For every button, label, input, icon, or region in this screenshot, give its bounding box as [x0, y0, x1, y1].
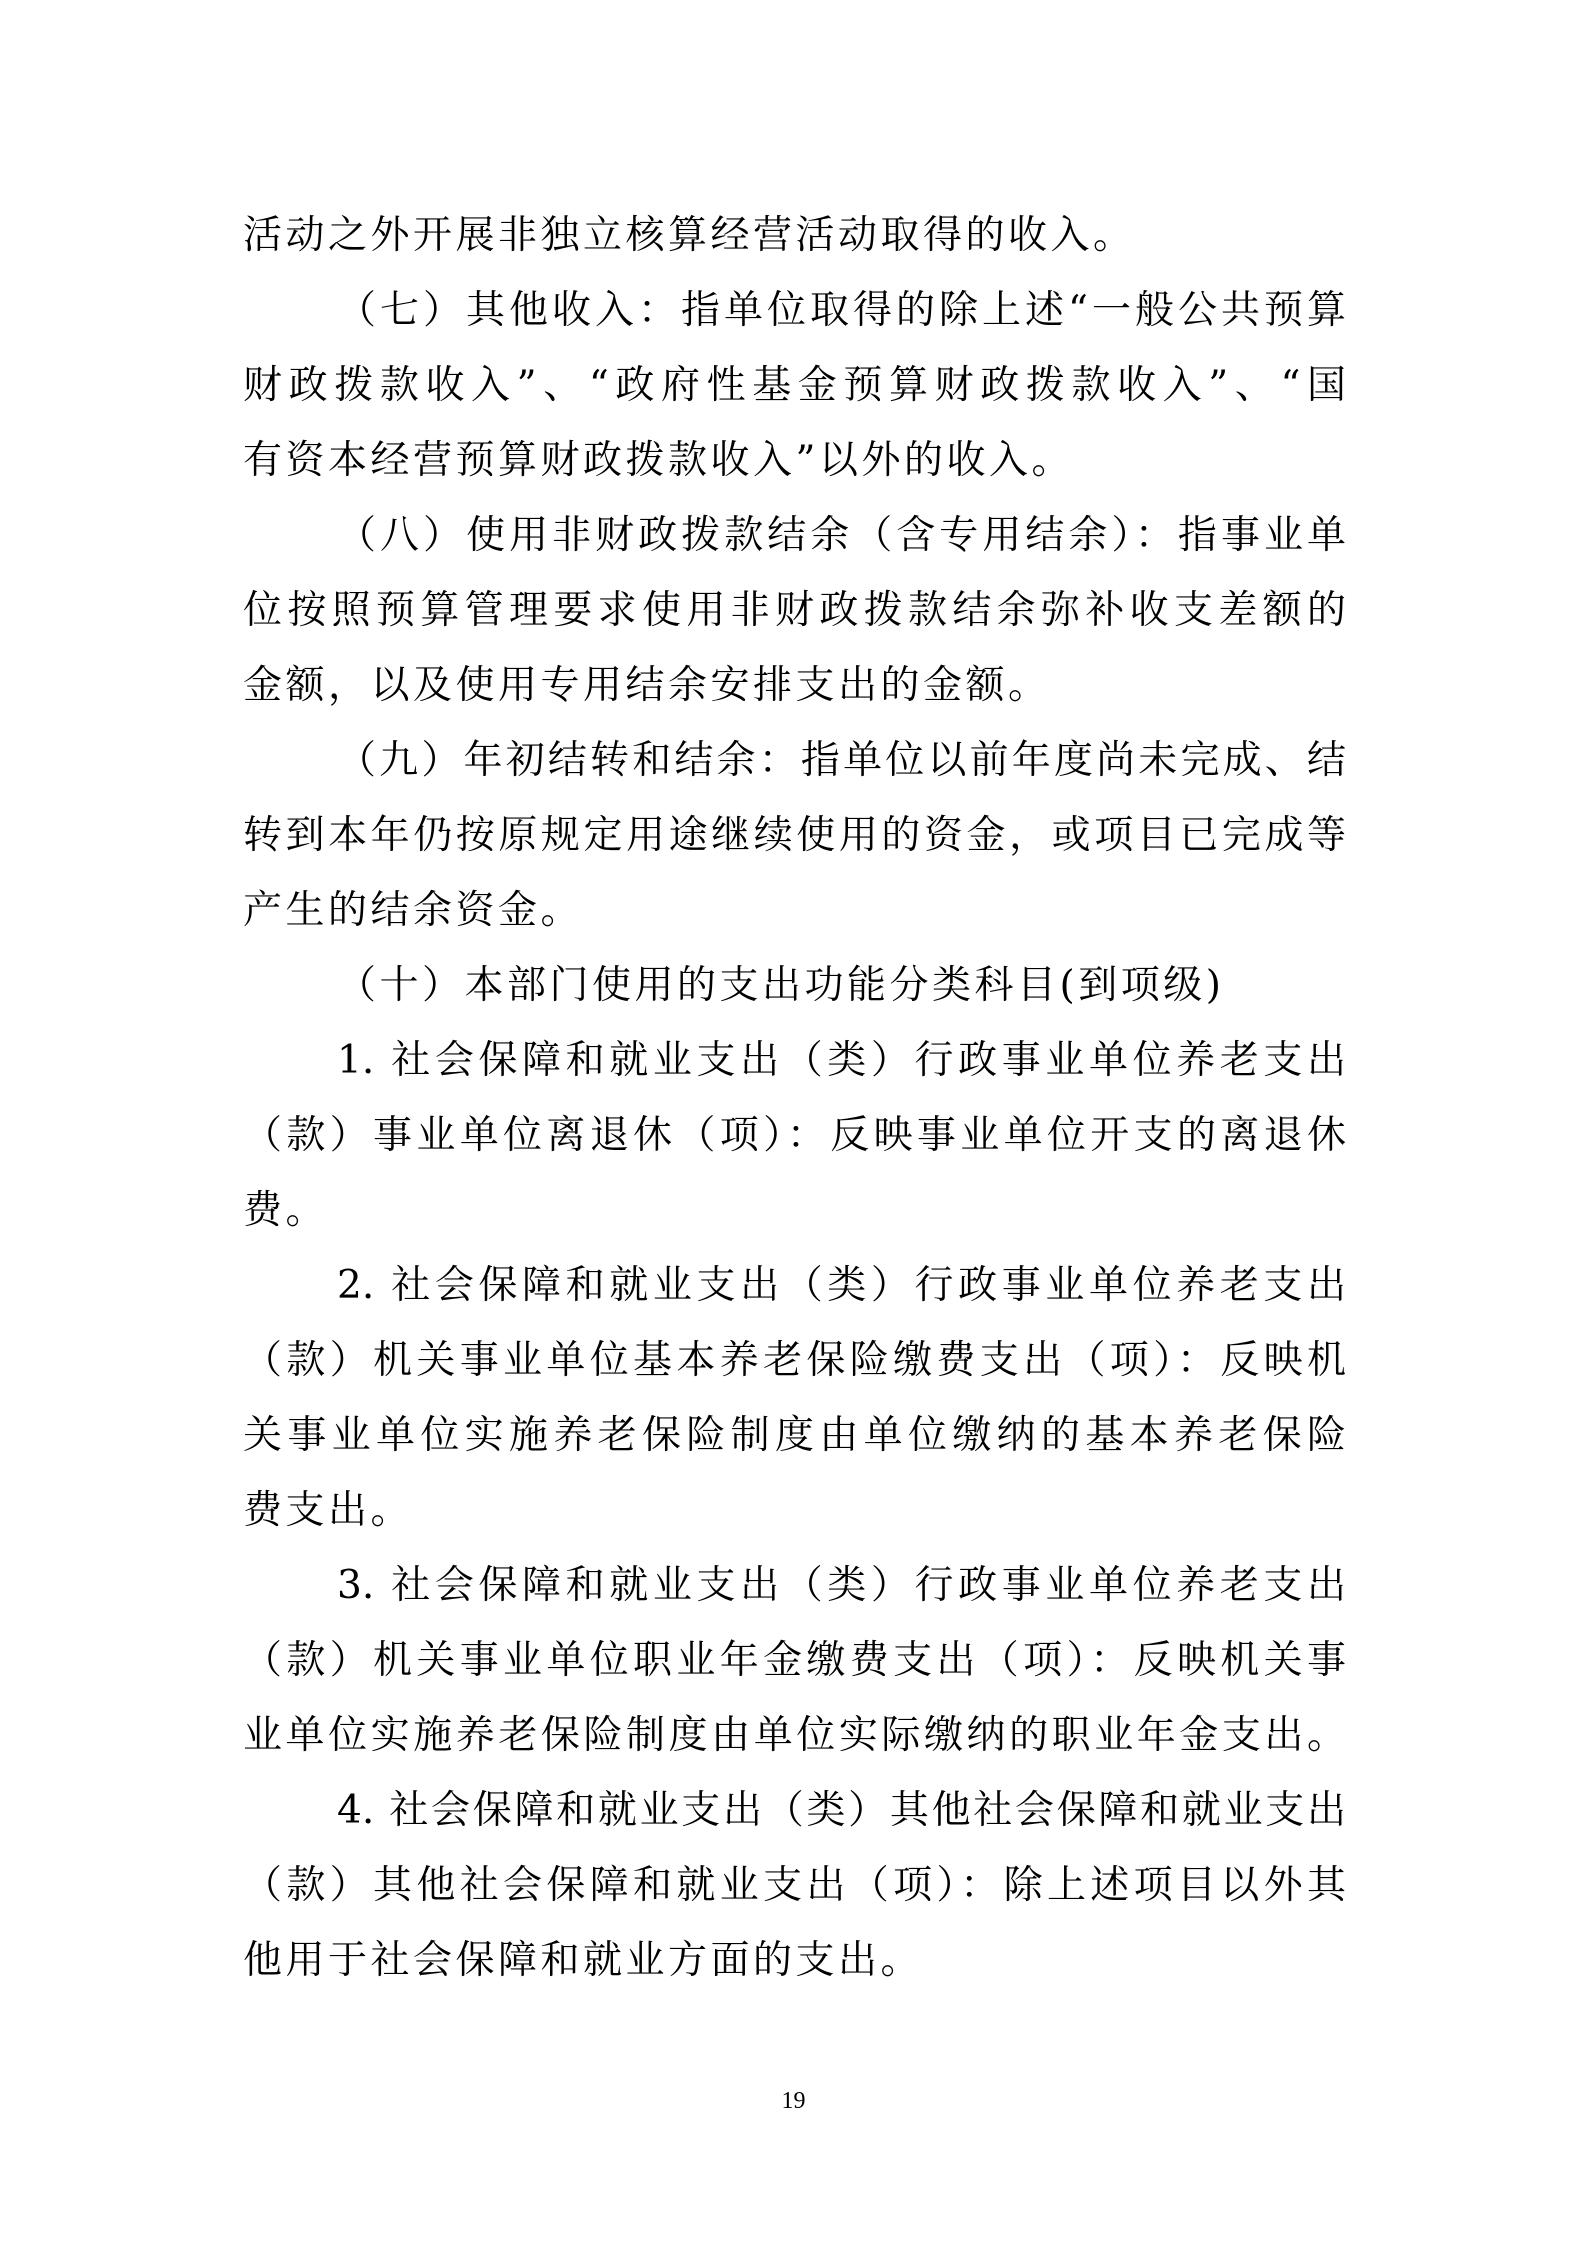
text-line: 他用于社会保障和就业方面的支出。 [243, 1938, 924, 1983]
text-line: 金额，以及使用专用结余安排支出的金额。 [243, 663, 1051, 708]
item-3: 3. 社会保障和就业支出（类）行政事业单位养老支出 [337, 1563, 1346, 1608]
paragraph-other-income: （七）其他收入：指单位取得的除上述“一般公共预算 [337, 288, 1346, 333]
text-line: 有资本经营预算财政拨款收入”以外的收入。 [243, 438, 1074, 483]
text-line: 业单位实施养老保险制度由单位实际缴纳的职业年金支出。 [243, 1713, 1346, 1758]
text-line: 费。 [243, 1188, 329, 1233]
text-line: （款）其他社会保障和就业支出（项）：除上述项目以外其 [243, 1863, 1346, 1908]
page-number: 19 [781, 2088, 806, 2114]
text-line: 财政拨款收入”、“政府性基金预算财政拨款收入”、“国 [243, 363, 1346, 408]
body-text [243, 198, 1346, 1998]
text-line: 位按照预算管理要求使用非财政拨款结余弥补收支差额的 [243, 588, 1346, 633]
text-line: 关事业单位实施养老保险制度由单位缴纳的基本养老保险 [243, 1413, 1346, 1458]
item-1: 1. 社会保障和就业支出（类）行政事业单位养老支出 [337, 1038, 1346, 1083]
item-4: 4. 社会保障和就业支出（类）其他社会保障和就业支出 [337, 1788, 1346, 1833]
text-line: （款）机关事业单位基本养老保险缴费支出（项）：反映机 [243, 1338, 1346, 1383]
text-line: 转到本年仍按原规定用途继续使用的资金，或项目已完成等 [243, 813, 1346, 858]
text-line: 活动之外开展非独立核算经营活动取得的收入。 [243, 213, 1136, 258]
section-heading-expenditure-classification: （十）本部门使用的支出功能分类科目(到项级) [337, 963, 1225, 1008]
text-line: （款）事业单位离退休（项）：反映事业单位开支的离退休 [243, 1113, 1346, 1158]
text-line: 产生的结余资金。 [243, 888, 584, 933]
paragraph-non-fiscal-surplus: （八）使用非财政拨款结余（含专用结余）：指事业单 [337, 513, 1346, 558]
paragraph-carryover: （九）年初结转和结余：指单位以前年度尚未完成、结 [337, 738, 1346, 783]
text-line: （款）机关事业单位职业年金缴费支出（项）：反映机关事 [243, 1638, 1346, 1683]
text-line: 费支出。 [243, 1488, 414, 1533]
item-2: 2. 社会保障和就业支出（类）行政事业单位养老支出 [337, 1263, 1346, 1308]
